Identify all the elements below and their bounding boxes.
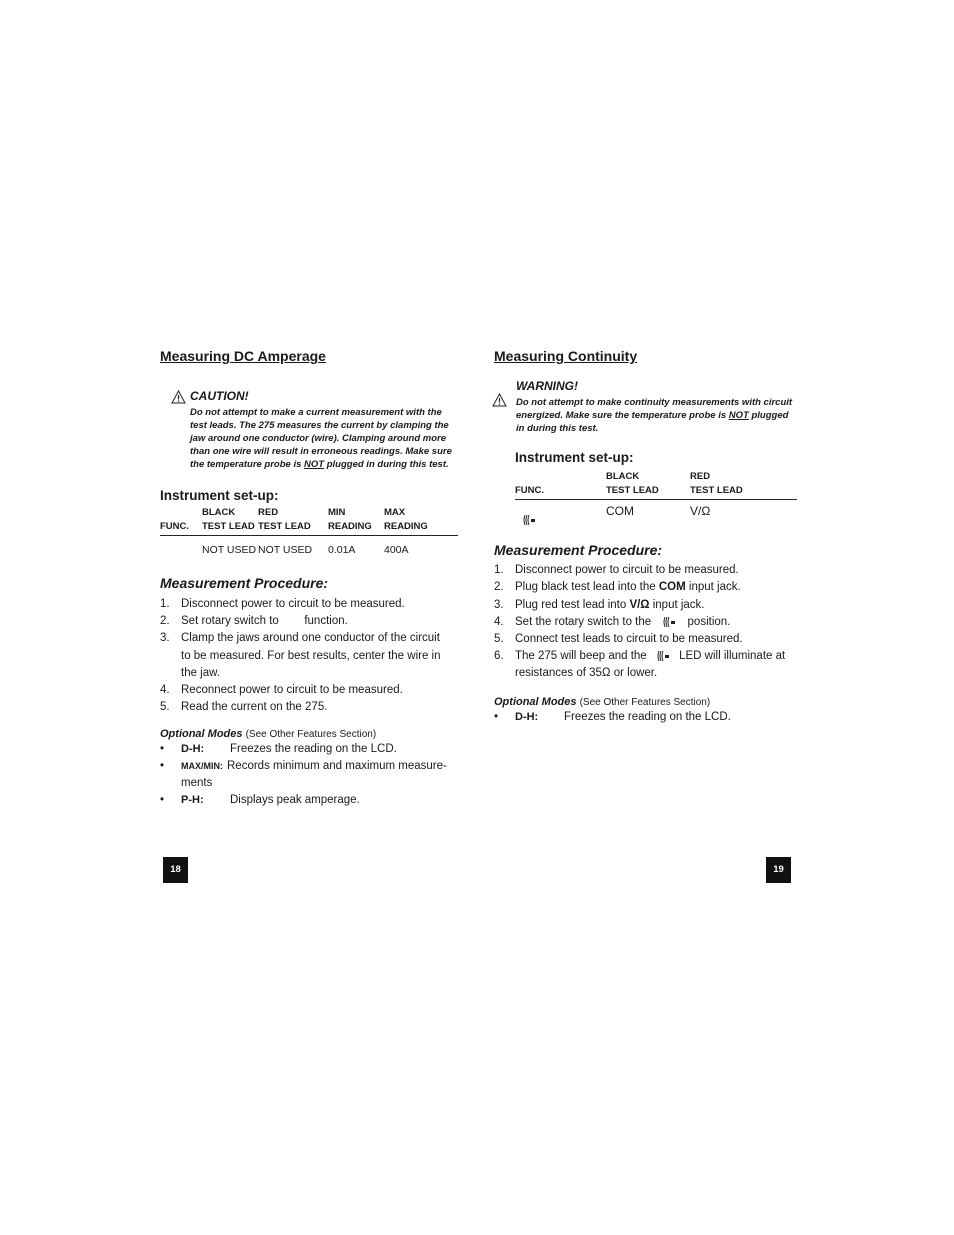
mode-desc: Displays peak amperage. [230, 794, 360, 807]
list-item [494, 709, 786, 726]
list-item [160, 699, 452, 716]
step-text: input jack. [649, 598, 705, 611]
setup-table [515, 470, 797, 526]
list-item [160, 613, 452, 630]
list-item [160, 758, 452, 792]
caution-not: NOT [304, 459, 325, 470]
optional-modes-note: (See Other Features Section) [245, 729, 377, 741]
list-item [494, 648, 786, 682]
table-cell: COM [606, 504, 634, 518]
procedure-title: Measurement Procedure: [494, 542, 663, 559]
mode-key: D-H: [181, 743, 205, 756]
caution-text [190, 406, 460, 471]
mode-key: MAX/MIN: [181, 761, 223, 772]
setup-title: Instrument set-up: [160, 488, 279, 503]
table-header: BLACK TEST LEAD [606, 470, 690, 500]
warning-not: NOT [728, 410, 749, 421]
table-cell: 0.01A [328, 544, 356, 556]
table-header: RED TEST LEAD [258, 506, 328, 536]
step-text: Connect test leads to circuit to be measured. [515, 633, 743, 646]
table-header: RED TEST LEAD [690, 470, 797, 500]
bullet: • [160, 743, 165, 756]
table-cell [515, 500, 606, 527]
mode-key: P-H: [181, 794, 204, 807]
step-number: 4. [494, 615, 504, 628]
continuity-probe-icon [656, 650, 670, 662]
step-text: Clamp the jaws around one conductor of the circuit to be measured. For best results, center the wire in the jaw. [181, 632, 441, 679]
list-item [494, 631, 786, 648]
warning-triangle-icon [171, 390, 186, 404]
step-text: Plug black test lead into the [515, 581, 659, 594]
list-item [494, 597, 786, 614]
step-number: 3. [160, 632, 170, 645]
table-header: MAX READING [384, 506, 458, 536]
bullet: • [494, 710, 499, 723]
right-page [494, 348, 797, 726]
optional-modes-title [494, 696, 797, 708]
table-cell: NOT USED [202, 544, 257, 556]
list-item [494, 579, 786, 596]
step-text: input jack. [685, 581, 741, 594]
list-item [160, 630, 452, 682]
table-header-row [515, 470, 797, 500]
table-cell: V/Ω [690, 504, 711, 518]
step-number: 6. [494, 650, 504, 663]
caution-block [160, 389, 460, 471]
list-item [160, 682, 452, 699]
section-title-continuity: Measuring Continuity [494, 348, 638, 364]
left-page [160, 348, 460, 809]
mode-desc: Records minimum and maximum measure-ments [181, 760, 447, 790]
procedure-steps [160, 596, 452, 716]
step-number: 3. [494, 598, 504, 611]
table-cell: 400A [384, 544, 409, 556]
warning-title: WARNING! [516, 379, 578, 393]
bullet: • [160, 794, 165, 807]
continuity-probe-icon [522, 514, 536, 526]
list-item [160, 596, 452, 613]
step-text: Read the current on the 275. [181, 701, 328, 714]
table-header: MIN READING [328, 506, 384, 536]
caution-text-part: Do not attempt to make a current measurement with the test leads. The 275 measures the current by clamping the jaw around one conductor (wire). Clamping around more than one wire will result in erroneous readings. Make sure the temperature probe is [190, 407, 452, 470]
setup-table [160, 506, 458, 556]
optional-modes-list [494, 709, 786, 726]
step-text: Set rotary switch to function. [181, 615, 348, 628]
step-number: 4. [160, 684, 170, 697]
list-item [494, 614, 786, 631]
mode-key: D-H: [515, 710, 539, 723]
mode-desc: Freezes the reading on the LCD. [230, 743, 397, 756]
setup-title: Instrument set-up: [515, 450, 634, 465]
step-number: 5. [494, 633, 504, 646]
table-header-row [160, 506, 458, 536]
step-number: 1. [494, 564, 504, 577]
optional-modes-label: Optional Modes [494, 695, 577, 708]
list-item [160, 792, 452, 809]
list-item [494, 562, 786, 579]
caution-text-part: plugged in during this test. [324, 459, 449, 470]
step-number: 1. [160, 598, 170, 610]
warning-triangle-icon [492, 393, 507, 407]
step-text: Disconnect power to circuit to be measured. [181, 598, 405, 610]
warning-text [516, 396, 797, 435]
table-header: BLACK TEST LEAD [202, 506, 258, 536]
warning-block [494, 379, 797, 435]
table-header: FUNC. [515, 470, 606, 500]
list-item [160, 741, 452, 758]
continuity-probe-icon [662, 616, 676, 628]
page-number-right: 19 [766, 857, 791, 883]
caution-title: CAUTION! [190, 389, 249, 403]
section-title-dc-amperage: Measuring DC Amperage [160, 348, 326, 364]
step-text: Set the rotary switch to the [515, 615, 655, 628]
optional-modes-list [160, 741, 452, 809]
step-text: Plug red test lead into [515, 598, 630, 611]
warning-text-part: Do not attempt to make continuity measurements with circuit energized. Make sure the temperature probe is [516, 397, 793, 421]
optional-modes-title [160, 728, 460, 740]
table-cell: NOT USED [258, 544, 313, 556]
procedure-title: Measurement Procedure: [160, 575, 329, 591]
step-bold: V/Ω [629, 598, 650, 611]
bullet: • [160, 760, 165, 773]
step-number: 2. [160, 615, 170, 628]
table-row [160, 536, 458, 557]
step-text: LED will illuminate at resistances of 35Ω or lower. [515, 650, 786, 680]
step-bold: COM [658, 581, 686, 594]
table-cell [160, 536, 202, 557]
optional-modes-note: (See Other Features Section) [579, 696, 711, 708]
procedure-steps [494, 562, 786, 682]
step-text: The 275 will beep and the [515, 650, 650, 663]
step-number: 2. [494, 581, 504, 594]
table-row [515, 500, 797, 527]
step-text: Reconnect power to circuit to be measured. [181, 684, 403, 697]
warning-text-part: plugged in during this test. [516, 410, 789, 434]
step-text: position. [684, 615, 731, 628]
page-number-left: 18 [163, 857, 188, 883]
mode-desc: Freezes the reading on the LCD. [564, 710, 731, 723]
optional-modes-label: Optional Modes [160, 728, 243, 741]
step-text: Disconnect power to circuit to be measured. [515, 564, 739, 577]
step-number: 5. [160, 701, 170, 714]
table-header: FUNC. [160, 506, 202, 536]
